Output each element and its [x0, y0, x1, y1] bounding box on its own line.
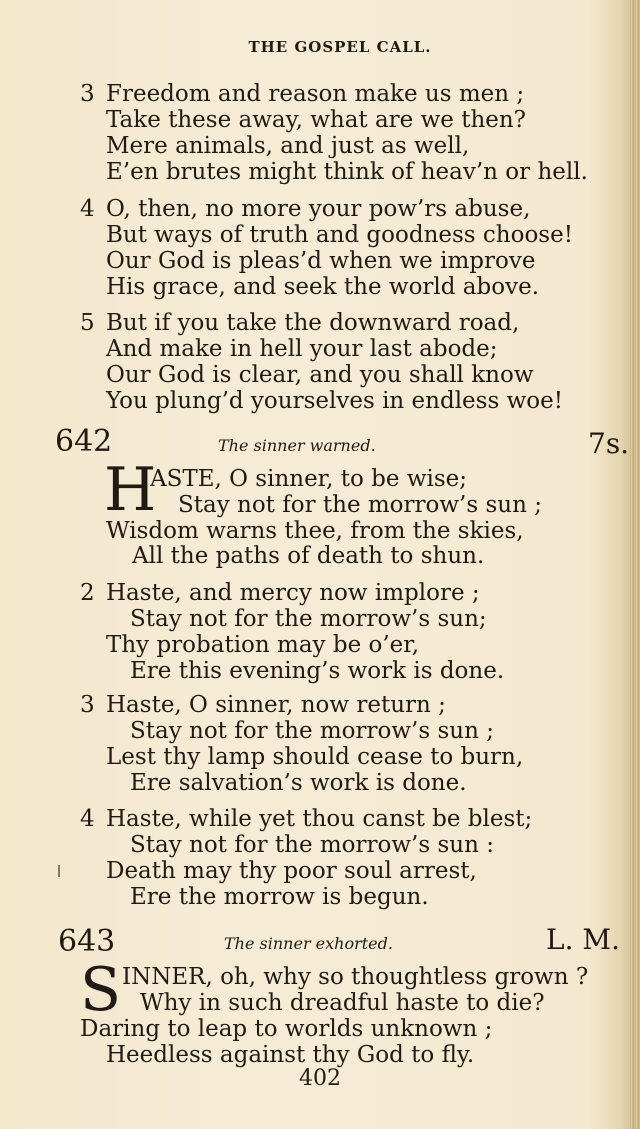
verse-line: Stay not for the morrow’s sun ;: [178, 492, 542, 518]
drop-cap: H: [104, 455, 157, 525]
verse-line: And make in hell your last abode;: [106, 336, 498, 362]
hymn-title: The sinner warned.: [218, 436, 376, 455]
verse-line: Stay not for the morrow’s sun;: [130, 606, 487, 632]
verse-line: His grace, and seek the world above.: [106, 274, 540, 300]
verse-line: Our God is clear, and you shall know: [106, 362, 534, 388]
hymn-title: The sinner exhorted.: [224, 934, 393, 953]
verse-line: Mere animals, and just as well,: [106, 133, 470, 159]
verse-line: Our God is pleas’d when we improve: [106, 248, 536, 274]
verse-line: Ere salvation’s work is done.: [130, 770, 467, 796]
verse-line: Ere this evening’s work is done.: [130, 658, 505, 684]
verse-line: Why in such dreadful haste to die?: [140, 990, 545, 1016]
page-number: 402: [299, 1066, 341, 1091]
verse-line: But ways of truth and goodness choose!: [106, 222, 573, 248]
verse-line: Haste, O sinner, now return ;: [106, 692, 446, 718]
verse-line: O, then, no more your pow’rs abuse,: [106, 196, 531, 222]
verse-line: Lest thy lamp should cease to burn,: [106, 744, 524, 770]
verse-line: Haste, while yet thou canst be blest;: [106, 806, 533, 832]
verse-line: ASTE, O sinner, to be wise;: [150, 466, 468, 492]
print-mark: [58, 865, 60, 877]
verse-number: 3: [80, 692, 95, 718]
verse-line: Death may thy poor soul arrest,: [106, 858, 477, 884]
verse-line: E’en brutes might think of heav’n or hell.: [106, 159, 588, 185]
verse-line: Wisdom warns thee, from the skies,: [106, 518, 524, 544]
verse-number: 2: [80, 580, 95, 606]
hymn-number: 643: [58, 924, 116, 959]
hymn-meter: 7s.: [588, 427, 630, 460]
verse-line: Haste, and mercy now implore ;: [106, 580, 480, 606]
verse-number: 4: [80, 196, 95, 222]
verse-line: Ere the morrow is begun.: [130, 884, 429, 910]
verse-number: 3: [80, 81, 95, 107]
verse-line: Daring to leap to worlds unknown ;: [80, 1016, 493, 1042]
verse-line: You plung’d yourselves in endless woe!: [106, 388, 563, 414]
page-edge: [630, 0, 640, 1129]
verse-number: 5: [80, 310, 95, 336]
verse-line: INNER, oh, why so thoughtless grown ?: [122, 964, 589, 990]
verse-line: Take these away, what are we then?: [106, 107, 527, 133]
verse-line: But if you take the downward road,: [106, 310, 520, 336]
verse-line: All the paths of death to shun.: [132, 543, 485, 569]
verse-line: Heedless against thy God to fly.: [106, 1042, 475, 1068]
verse-line: Stay not for the morrow’s sun :: [130, 832, 494, 858]
drop-cap: S: [80, 955, 122, 1025]
hymn-number: 642: [55, 424, 113, 459]
verse-number: 4: [80, 806, 95, 832]
verse-line: Stay not for the morrow’s sun ;: [130, 718, 494, 744]
verse-line: Thy probation may be o’er,: [106, 632, 420, 658]
verse-line: Freedom and reason make us men ;: [106, 81, 525, 107]
running-header: THE GOSPEL CALL.: [248, 38, 432, 56]
hymn-meter: L. M.: [546, 923, 620, 956]
